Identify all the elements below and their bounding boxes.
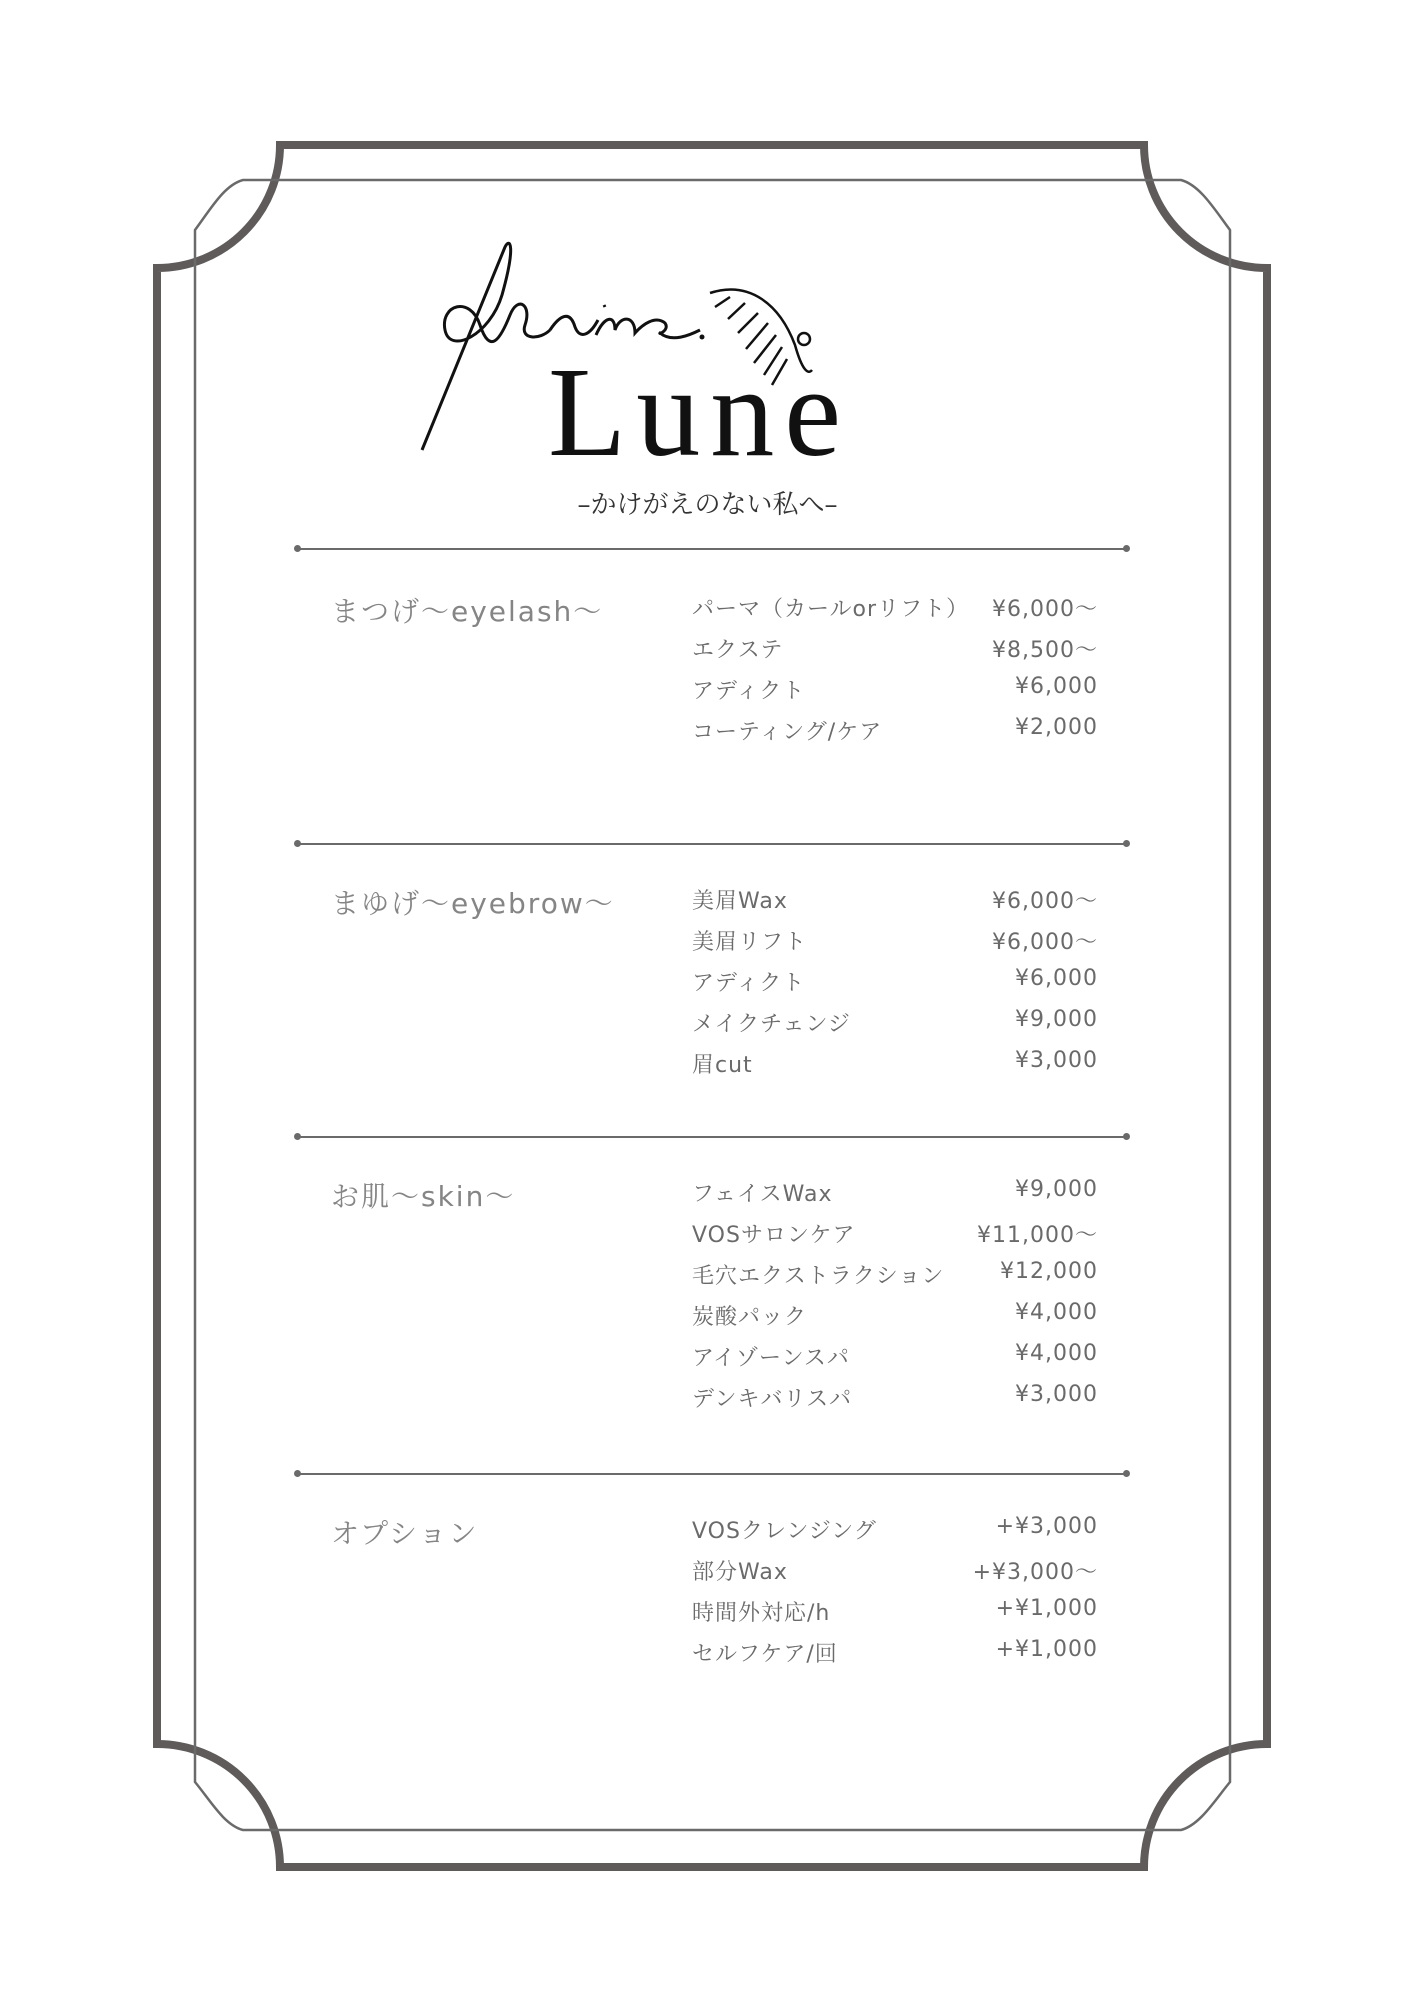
item-name: アディクト: [692, 679, 806, 704]
item-name: アディクト: [692, 971, 806, 996]
divider: [297, 1473, 1127, 1475]
item-list: [692, 1177, 1098, 1423]
item-price: ¥3,000: [1015, 1048, 1098, 1073]
menu-item: [692, 592, 1098, 633]
menu-item: [692, 966, 1098, 1007]
item-name: 美眉リフト: [692, 930, 808, 955]
item-name: アイゾーンスパ: [692, 1346, 850, 1371]
item-name: セルフケア/回: [692, 1642, 838, 1667]
menu-item: [692, 884, 1098, 925]
item-price: ¥4,000: [1015, 1341, 1098, 1366]
item-name: 部分Wax: [692, 1560, 788, 1585]
item-price: +¥1,000: [995, 1596, 1098, 1621]
item-price: ¥8,500〜: [992, 638, 1098, 663]
item-price: +¥1,000: [995, 1637, 1098, 1662]
item-price: ¥6,000: [1015, 674, 1098, 699]
item-price: ¥9,000: [1015, 1177, 1098, 1202]
item-list: [692, 1514, 1098, 1678]
menu-item: [692, 633, 1098, 674]
item-name: 毛穴エクストラクション: [692, 1264, 945, 1289]
menu-item: [692, 1218, 1098, 1259]
item-price: ¥11,000〜: [977, 1223, 1098, 1248]
item-name: 炭酸パック: [692, 1305, 808, 1330]
item-price: ¥3,000: [1015, 1382, 1098, 1407]
item-price: ¥6,000: [1015, 966, 1098, 991]
section-title: オプション: [331, 1517, 479, 1550]
divider: [297, 1136, 1127, 1138]
menu-item: [692, 1048, 1098, 1089]
menu-item: [692, 1341, 1098, 1382]
item-name: エクステ: [692, 638, 784, 663]
item-name: 眉cut: [692, 1053, 753, 1078]
item-name: デンキバリスパ: [692, 1387, 853, 1412]
item-list: [692, 592, 1098, 756]
section-title: まつげ〜eyelash〜: [331, 595, 604, 628]
menu-item: [692, 674, 1098, 715]
menu-item: [692, 1596, 1098, 1637]
menu-item: [692, 1514, 1098, 1555]
item-price: ¥12,000: [1000, 1259, 1098, 1284]
menu-item: [692, 1007, 1098, 1048]
item-price: ¥6,000〜: [992, 930, 1098, 955]
item-price: ¥4,000: [1015, 1300, 1098, 1325]
item-name: VOSサロンケア: [692, 1223, 856, 1248]
item-name: 時間外対応/h: [692, 1601, 831, 1626]
menu-item: [692, 715, 1098, 756]
menu-item: [692, 925, 1098, 966]
item-name: パーマ（カールorリフト）: [692, 597, 970, 622]
section-title: お肌〜skin〜: [331, 1180, 516, 1213]
menu-item: [692, 1555, 1098, 1596]
item-name: フェイスWax: [692, 1182, 833, 1207]
item-price: ¥2,000: [1015, 715, 1098, 740]
menu-item: [692, 1259, 1098, 1300]
section-title: まゆげ〜eyebrow〜: [331, 887, 615, 920]
divider: [297, 843, 1127, 845]
item-name: 美眉Wax: [692, 889, 788, 914]
menu-item: [692, 1300, 1098, 1341]
logo-name: Lune: [548, 341, 851, 483]
menu-item: [692, 1177, 1098, 1218]
item-price: ¥6,000〜: [992, 889, 1098, 914]
item-name: メイクチェンジ: [692, 1012, 851, 1037]
item-name: コーティング/ケア: [692, 720, 883, 745]
item-price: +¥3,000: [995, 1514, 1098, 1539]
menu-item: [692, 1637, 1098, 1678]
menu-item: [692, 1382, 1098, 1423]
item-price: +¥3,000〜: [972, 1560, 1098, 1585]
divider: [297, 548, 1127, 550]
item-list: [692, 884, 1098, 1089]
item-price: ¥9,000: [1015, 1007, 1098, 1032]
tagline: –かけがえのない私へ–: [577, 490, 838, 520]
item-price: ¥6,000〜: [992, 597, 1098, 622]
item-name: VOSクレンジング: [692, 1519, 877, 1544]
